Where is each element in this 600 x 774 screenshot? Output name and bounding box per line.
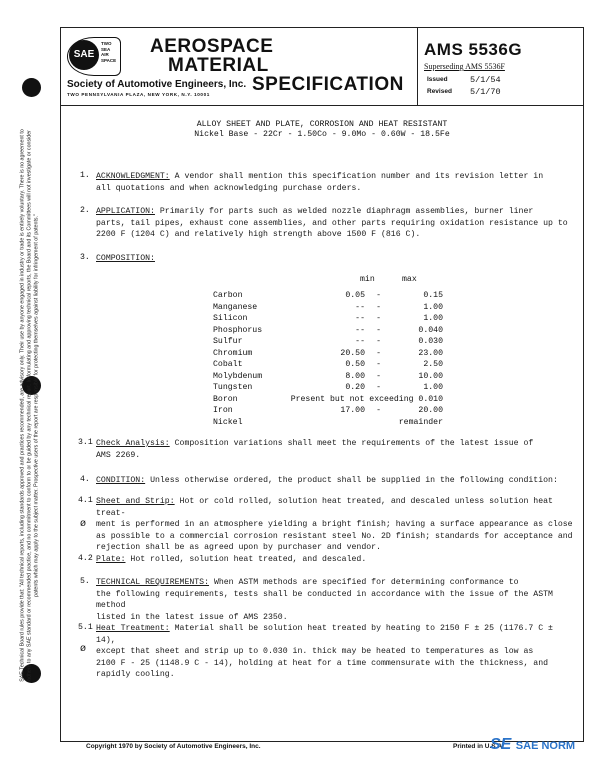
- element-limit-note: Present but not exceeding 0.010: [290, 394, 443, 404]
- composition-row: [213, 303, 443, 314]
- society-name: Society of Automotive Engineers, Inc.: [67, 79, 247, 90]
- element-name: Silicon: [213, 314, 248, 323]
- section-4: CONDITION: Unless otherwise ordered, the product shall be supplied in the following condition:: [96, 476, 558, 485]
- printed-in-usa: Printed in U.S.A.: [453, 743, 504, 750]
- element-min: 20.50: [340, 348, 365, 358]
- range-dash: -: [376, 348, 381, 358]
- section-3-1: Check Analysis: Composition variations shall meet the requirements of the latest issue of AMS 2269.: [96, 439, 534, 460]
- section-2: APPLICATION: Primarily for parts such as welded nozzle diaphragm assemblies, burner liner parts, tail pipes, exhaust cone assemblies, and other parts requiring oxidation resistance up to 2200 F (1204 C) and relatively high strength above 1500 F (816 C).: [96, 207, 568, 239]
- issued-label: Issued: [427, 76, 448, 83]
- composition-row: [213, 349, 443, 360]
- composition-row: [213, 395, 443, 406]
- section-4-number: 4.: [80, 475, 90, 484]
- element-max: 1.00: [423, 314, 443, 323]
- section-4-heading: CONDITION:: [96, 476, 146, 485]
- doc-subtitle: Nickel Base - 22Cr - 1.50Co - 9.0Mo - 0.60W - 18.5Fe: [194, 130, 450, 139]
- header-divider: [60, 105, 584, 106]
- range-dash: -: [376, 383, 381, 392]
- composition-max-header: max: [402, 275, 417, 284]
- section-1: ACKNOWLEDGMENT: A vendor shall mention this specification number and its revision letter in all quotations and when acknowledging purchase orders.: [96, 172, 544, 193]
- watermark-text: SAE NORM: [515, 740, 576, 752]
- revised-date: 5/1/70: [470, 87, 501, 97]
- element-name: Manganese: [213, 302, 258, 312]
- section-5-1: Heat Treatment: Material shall be solution heat treated by heating to 2150 F ± 25 (1176.7 C ± 14), except that sheet and strip up to 0.030 in. thick may be heated to temperatures as low as 2100 F - 25 (1148.9 C - 14), holding at heat for a time commensurate with the thickness, and rapidly cooling.: [96, 624, 553, 679]
- element-max: 1.00: [423, 383, 443, 392]
- section-5-1-heading: Heat Treatment:: [96, 624, 170, 633]
- section-4-2: Plate: Hot rolled, solution heat treated, and descaled.: [96, 555, 367, 564]
- sae-rules-side-note: SAE Technical Board rules provide that: "All technical reports, including standards approved and practices recommended, are advisory only. Their use by anyone engaged in industry or trade is entirely voluntary. There is no agreement to adhere to any SAE standard or recommended practice, and no commitment to conform to or be guided by any technical report. In formulating and approving technical reports, the Board and its Committees will not investigate or consider patents which may apply to the subject matter. Prospective users of the report are responsible for protecting themselves against liability for infringement of patents.": [19, 129, 40, 682]
- section-4-1: Sheet and Strip: Hot or cold rolled, solution heat treated, and descaled unless solution heat treat- ment is performed in an atmosphere yielding a bright finish; having a surface appearance as close as possible to a commercial corrosion resistant steel No. 2D finish; standards for acceptance and rejection shall be as agreed upon by purchaser and vendor.: [96, 497, 573, 552]
- title-material: MATERIAL: [168, 55, 269, 76]
- range-dash: -: [376, 302, 381, 312]
- element-min: 0.20: [345, 383, 365, 392]
- element-max: 0.15: [423, 291, 443, 300]
- section-4-1-heading: Sheet and Strip:: [96, 497, 175, 506]
- revision-mark-4-1: ø: [80, 519, 87, 530]
- element-name: Cobalt: [213, 360, 243, 369]
- element-min: 17.00: [340, 406, 365, 415]
- section-1-number: 1.: [80, 171, 90, 180]
- element-min: 8.00: [345, 371, 365, 381]
- section-3-heading: COMPOSITION:: [96, 254, 155, 263]
- section-5-number: 5.: [80, 577, 90, 586]
- range-dash: -: [376, 371, 381, 381]
- issued-date: 5/1/54: [470, 75, 501, 85]
- element-max: 10.00: [418, 371, 443, 381]
- element-name: Tungsten: [213, 383, 253, 392]
- superseding-note: Superseding AMS 5536F: [424, 62, 505, 71]
- element-max: 23.00: [418, 348, 443, 358]
- element-name: Boron: [213, 394, 238, 404]
- element-name: Carbon: [213, 291, 243, 300]
- title-specification: SPECIFICATION: [252, 74, 404, 95]
- element-name: Nickel: [213, 417, 243, 427]
- composition-row: [213, 372, 443, 383]
- element-name: Chromium: [213, 348, 253, 358]
- header-divider-vertical: [417, 27, 418, 105]
- section-5-heading: TECHNICAL REQUIREMENTS:: [96, 578, 210, 587]
- watermark-mark: SE: [490, 736, 512, 753]
- element-max: 2.50: [423, 360, 443, 369]
- section-1-heading: ACKNOWLEDGMENT:: [96, 172, 170, 181]
- element-name: Sulfur: [213, 337, 243, 346]
- title-aerospace: AEROSPACE: [150, 36, 274, 57]
- element-min: 0.05: [345, 291, 365, 300]
- composition-row: [213, 337, 443, 348]
- sae-logo: [67, 37, 121, 76]
- sae-logo-mark: SAE: [69, 40, 99, 70]
- section-3-1-number: 3.1: [78, 438, 93, 447]
- range-dash: -: [376, 406, 381, 415]
- range-dash: -: [376, 314, 381, 323]
- section-5-1-number: 5.1: [78, 623, 93, 632]
- watermark-logo: [490, 736, 575, 754]
- revised-label: Revised: [427, 88, 452, 95]
- section-4-2-heading: Plate:: [96, 555, 126, 564]
- element-min: --: [355, 302, 365, 312]
- composition-row: [213, 418, 443, 429]
- composition-row: [213, 383, 443, 394]
- composition-min-header: min: [360, 275, 375, 284]
- spec-number: AMS 5536G: [424, 40, 523, 59]
- element-min: 0.50: [345, 360, 365, 369]
- section-3-number: 3.: [80, 253, 90, 262]
- composition-row: [213, 406, 443, 417]
- composition-row: [213, 314, 443, 325]
- element-min: --: [355, 314, 365, 323]
- range-dash: -: [376, 325, 381, 335]
- element-max: 0.040: [418, 325, 443, 335]
- composition-row: [213, 326, 443, 337]
- element-max: 1.00: [423, 302, 443, 312]
- binder-hole-top: [22, 78, 41, 97]
- element-max: 20.00: [418, 406, 443, 415]
- range-dash: -: [376, 360, 381, 369]
- section-5: TECHNICAL REQUIREMENTS: When ASTM methods are specified for determining conformance to the following requirements, tests shall be conducted in accordance with the issue of the ASTM method listed in the latest issue of AMS 2350.: [96, 578, 553, 622]
- element-min: --: [355, 337, 365, 346]
- sae-logo-side-text: TWO SEA AIR SPACE: [101, 41, 117, 63]
- composition-row: [213, 360, 443, 371]
- section-3-1-heading: Check Analysis:: [96, 439, 170, 448]
- range-dash: -: [376, 337, 381, 346]
- section-4-2-number: 4.2: [78, 554, 93, 563]
- element-name: Molybdenum: [213, 371, 263, 381]
- section-2-heading: APPLICATION:: [96, 207, 155, 216]
- element-name: Phosphorus: [213, 325, 263, 335]
- society-address: TWO PENNSYLVANIA PLAZA, NEW YORK, N.Y. 10001: [67, 92, 210, 97]
- doc-title: ALLOY SHEET AND PLATE, CORROSION AND HEAT RESISTANT: [196, 120, 448, 129]
- element-limit-note: remainder: [398, 417, 443, 427]
- section-2-number: 2.: [80, 206, 90, 215]
- element-max: 0.030: [418, 337, 443, 346]
- section-4-1-number: 4.1: [78, 496, 93, 505]
- composition-row: [213, 291, 443, 302]
- copyright-notice: Copyright 1970 by Society of Automotive Engineers, Inc.: [86, 743, 261, 750]
- element-min: --: [355, 325, 365, 335]
- range-dash: -: [376, 291, 381, 300]
- element-name: Iron: [213, 406, 233, 415]
- revision-mark-5-1: ø: [80, 644, 87, 655]
